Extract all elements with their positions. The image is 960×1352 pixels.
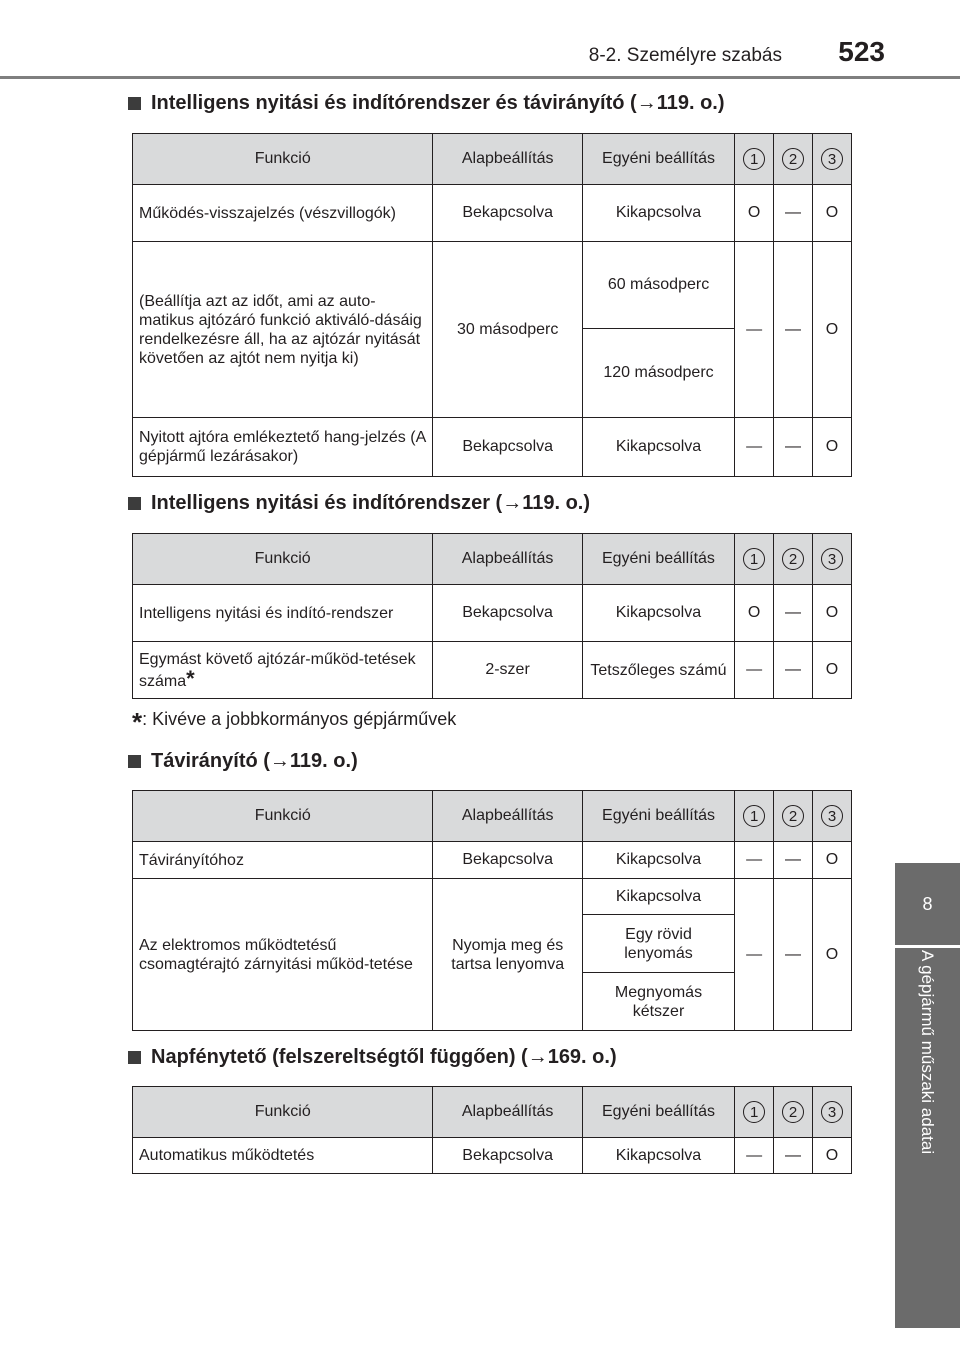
bullet-square-icon bbox=[128, 497, 141, 510]
settings-table-3 bbox=[132, 790, 852, 1031]
settings-table-1 bbox=[132, 133, 852, 477]
cell-mark-2: — bbox=[774, 418, 813, 477]
cell-funkcio: Az elektromos működtetésű csomagtérajtó zárnyitási működ-tetése bbox=[133, 879, 433, 1031]
cell-mark-3: O bbox=[812, 642, 851, 699]
header-funkcio: Funkció bbox=[133, 534, 433, 585]
header-alap: Alapbeállítás bbox=[433, 534, 582, 585]
table-header-row bbox=[133, 1087, 852, 1138]
cell-egyeni: Tetszőleges számú bbox=[582, 642, 734, 699]
cell-funkcio: Automatikus működtetés bbox=[133, 1138, 433, 1174]
cell-mark-2: — bbox=[774, 585, 813, 642]
cell-funkcio: Intelligens nyitási és indító-rendszer bbox=[133, 585, 433, 642]
table-row bbox=[133, 1138, 852, 1174]
circled-1-icon: 1 bbox=[743, 548, 765, 570]
table-row bbox=[133, 418, 852, 477]
cell-mark-2: — bbox=[774, 242, 813, 418]
bullet-square-icon bbox=[128, 755, 141, 768]
circled-1-icon: 1 bbox=[743, 805, 765, 827]
section-title-3 bbox=[128, 750, 358, 773]
cell-mark-1: O bbox=[735, 585, 774, 642]
header-funkcio: Funkció bbox=[133, 1087, 433, 1138]
cell-egyeni-option-2: Egy rövid lenyomás bbox=[582, 915, 734, 973]
cell-egyeni: Kikapcsolva bbox=[582, 585, 734, 642]
header-num-3 bbox=[813, 134, 852, 185]
table-row bbox=[133, 585, 852, 642]
header-num-1 bbox=[735, 1087, 774, 1138]
table-row bbox=[133, 642, 852, 699]
cell-alap: 2-szer bbox=[433, 642, 582, 699]
header-egyeni: Egyéni beállítás bbox=[582, 134, 734, 185]
circled-2-icon: 2 bbox=[782, 548, 804, 570]
cell-mark-2: — bbox=[774, 642, 813, 699]
cell-mark-1: — bbox=[735, 1138, 774, 1174]
cell-funkcio: Működés-visszajelzés (vészvillogók) bbox=[133, 185, 433, 242]
footnote-text: : Kivéve a jobbkormányos gépjárművek bbox=[142, 709, 457, 729]
cell-mark-3: O bbox=[813, 842, 852, 879]
circled-3-icon: 3 bbox=[821, 148, 843, 170]
cell-mark-3: O bbox=[813, 1138, 852, 1174]
circled-3-icon: 3 bbox=[821, 1101, 843, 1123]
cell-funkcio: Nyitott ajtóra emlékeztető hang-jelzés (A gépjármű lezárásakor) bbox=[133, 418, 433, 477]
header-num-1 bbox=[735, 534, 774, 585]
header-funkcio: Funkció bbox=[133, 134, 433, 185]
header-num-1 bbox=[735, 134, 774, 185]
section-title-2 bbox=[128, 492, 590, 515]
section-title-3-text: Távirányító (→119. o.) bbox=[151, 750, 358, 772]
table-row bbox=[133, 879, 852, 915]
cell-mark-1: — bbox=[735, 879, 774, 1031]
circled-2-icon: 2 bbox=[782, 148, 804, 170]
header-num-2 bbox=[774, 1087, 813, 1138]
header-num-3 bbox=[813, 1087, 852, 1138]
cell-mark-3: O bbox=[813, 879, 852, 1031]
table-row bbox=[133, 842, 852, 879]
header-num-3 bbox=[813, 791, 852, 842]
cell-mark-1: O bbox=[735, 185, 774, 242]
section-title-1 bbox=[128, 92, 725, 115]
circled-2-icon: 2 bbox=[782, 1101, 804, 1123]
cell-mark-3: O bbox=[813, 185, 852, 242]
cell-funkcio: Távirányítóhoz bbox=[133, 842, 433, 879]
table-header-row bbox=[133, 791, 852, 842]
header-num-2 bbox=[774, 534, 813, 585]
section-title-1-text: Intelligens nyitási és indítórendszer és távirányító (→119. o.) bbox=[151, 92, 725, 114]
cell-alap: Bekapcsolva bbox=[433, 185, 582, 242]
cell-funkcio-text: Egymást követő ajtózár-működ-tetések száma bbox=[139, 650, 416, 690]
table-header-row bbox=[133, 134, 852, 185]
cell-egyeni-option-2: 120 másodperc bbox=[582, 329, 734, 418]
header-num-2 bbox=[774, 134, 813, 185]
settings-table-4 bbox=[132, 1086, 852, 1174]
cell-funkcio: (Beállítja azt az időt, ami az auto-matikus ajtózáró funkció aktiváló-dásáig rendelkezésre áll, ha az ajtózár nyitását követően az ajtót nem nyitja ki) bbox=[133, 242, 433, 418]
cell-egyeni-option-1: 60 másodperc bbox=[582, 242, 734, 329]
header-num-1 bbox=[735, 791, 774, 842]
chapter-tab-number: 8 bbox=[895, 863, 960, 945]
header-num-3 bbox=[812, 534, 851, 585]
cell-egyeni: Kikapcsolva bbox=[582, 418, 734, 477]
section-heading: 8-2. Személyre szabás bbox=[588, 45, 782, 66]
circled-3-icon: 3 bbox=[821, 805, 843, 827]
cell-funkcio bbox=[133, 642, 433, 699]
cell-alap: 30 másodperc bbox=[433, 242, 582, 418]
circled-1-icon: 1 bbox=[743, 1101, 765, 1123]
cell-mark-1: — bbox=[735, 642, 774, 699]
circled-3-icon: 3 bbox=[821, 548, 843, 570]
cell-egyeni: Kikapcsolva bbox=[582, 185, 734, 242]
cell-alap: Bekapcsolva bbox=[433, 1138, 582, 1174]
table-row bbox=[133, 185, 852, 242]
header-alap: Alapbeállítás bbox=[433, 134, 582, 185]
cell-mark-1: — bbox=[735, 242, 774, 418]
cell-egyeni-option-1: Kikapcsolva bbox=[582, 879, 734, 915]
cell-alap: Bekapcsolva bbox=[433, 842, 582, 879]
header-egyeni: Egyéni beállítás bbox=[582, 534, 734, 585]
footnote-marker: * bbox=[186, 665, 195, 691]
bullet-square-icon bbox=[128, 1051, 141, 1064]
cell-egyeni: Kikapcsolva bbox=[582, 1138, 734, 1174]
cell-alap: Nyomja meg és tartsa lenyomva bbox=[433, 879, 582, 1031]
cell-alap: Bekapcsolva bbox=[433, 418, 582, 477]
header-rule bbox=[0, 76, 960, 79]
cell-mark-2: — bbox=[774, 1138, 813, 1174]
cell-egyeni: Kikapcsolva bbox=[582, 842, 734, 879]
chapter-tab bbox=[895, 948, 960, 1328]
header-egyeni: Egyéni beállítás bbox=[582, 791, 734, 842]
footnote bbox=[132, 707, 456, 738]
section-title-4 bbox=[128, 1046, 617, 1069]
bullet-square-icon bbox=[128, 97, 141, 110]
cell-mark-3: O bbox=[812, 585, 851, 642]
cell-mark-1: — bbox=[735, 418, 774, 477]
header-funkcio: Funkció bbox=[133, 791, 433, 842]
section-title-2-text: Intelligens nyitási és indítórendszer (→119. o.) bbox=[151, 492, 591, 514]
header-num-2 bbox=[774, 791, 813, 842]
cell-mark-3: O bbox=[813, 418, 852, 477]
cell-mark-2: — bbox=[774, 842, 813, 879]
section-title-4-text: Napfénytető (felszereltségtől függően) (→169. o.) bbox=[151, 1046, 617, 1068]
footnote-asterisk: * bbox=[132, 707, 143, 737]
table-row bbox=[133, 242, 852, 329]
cell-alap: Bekapcsolva bbox=[433, 585, 582, 642]
settings-table-2 bbox=[132, 533, 852, 699]
cell-mark-3: O bbox=[813, 242, 852, 418]
circled-2-icon: 2 bbox=[782, 805, 804, 827]
chapter-tab-label: A gépjármű műszaki adatai bbox=[918, 950, 937, 1155]
cell-mark-2: — bbox=[774, 185, 813, 242]
page-number: 523 bbox=[838, 36, 885, 67]
cell-mark-2: — bbox=[774, 879, 813, 1031]
header-alap: Alapbeállítás bbox=[433, 1087, 582, 1138]
header-egyeni: Egyéni beállítás bbox=[582, 1087, 734, 1138]
cell-mark-1: — bbox=[735, 842, 774, 879]
header-alap: Alapbeállítás bbox=[433, 791, 582, 842]
circled-1-icon: 1 bbox=[743, 148, 765, 170]
table-header-row bbox=[133, 534, 852, 585]
cell-egyeni-option-3: Megnyomás kétszer bbox=[582, 973, 734, 1031]
